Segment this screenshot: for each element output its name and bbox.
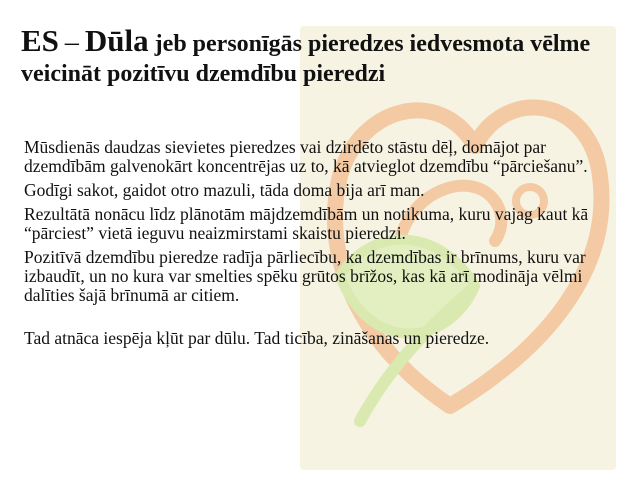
paragraph-4: Pozitīvā dzemdību pieredze radīja pārliecību, ka dzemdības ir brīnums, kuru var izbaudīt, un no kura var smelties spēku grūtos brīžos, kas kā arī modināja vēlmi dalīties šajā brīnumā ar citiem. xyxy=(24,247,586,305)
paragraph-1: Mūsdienās daudzas sievietes pieredzes vai dzirdēto stāstu dēļ, domājot par dzemdībām galvenokārt koncentrējas uz to, kā atvieglot dzemdību “pārciešanu”. xyxy=(24,137,588,176)
title-es: ES xyxy=(21,23,59,58)
title-dash: – xyxy=(64,27,79,58)
paragraph-2: Godīgi sakot, gaidot otro mazuli, tāda doma bija arī man. xyxy=(24,180,425,200)
title-subtitle: jeb personīgās pieredzes iedvesmota vēlme veicināt pozitīvu dzemdību pieredzi xyxy=(21,31,591,87)
slide-title xyxy=(21,23,621,89)
body-text xyxy=(24,138,624,353)
paragraph-5: Tad atnāca iespēja kļūt par dūlu. Tad ticība, zināšanas un pieredze. xyxy=(24,328,490,348)
paragraph-3: Rezultātā nonācu līdz plānotām mājdzemdībām un notikuma, kuru vajag kaut kā “pārciest” vietā ieguvu neaizmirstami skaistu pieredzi. xyxy=(24,204,589,243)
title-dula: Dūla xyxy=(84,23,149,58)
